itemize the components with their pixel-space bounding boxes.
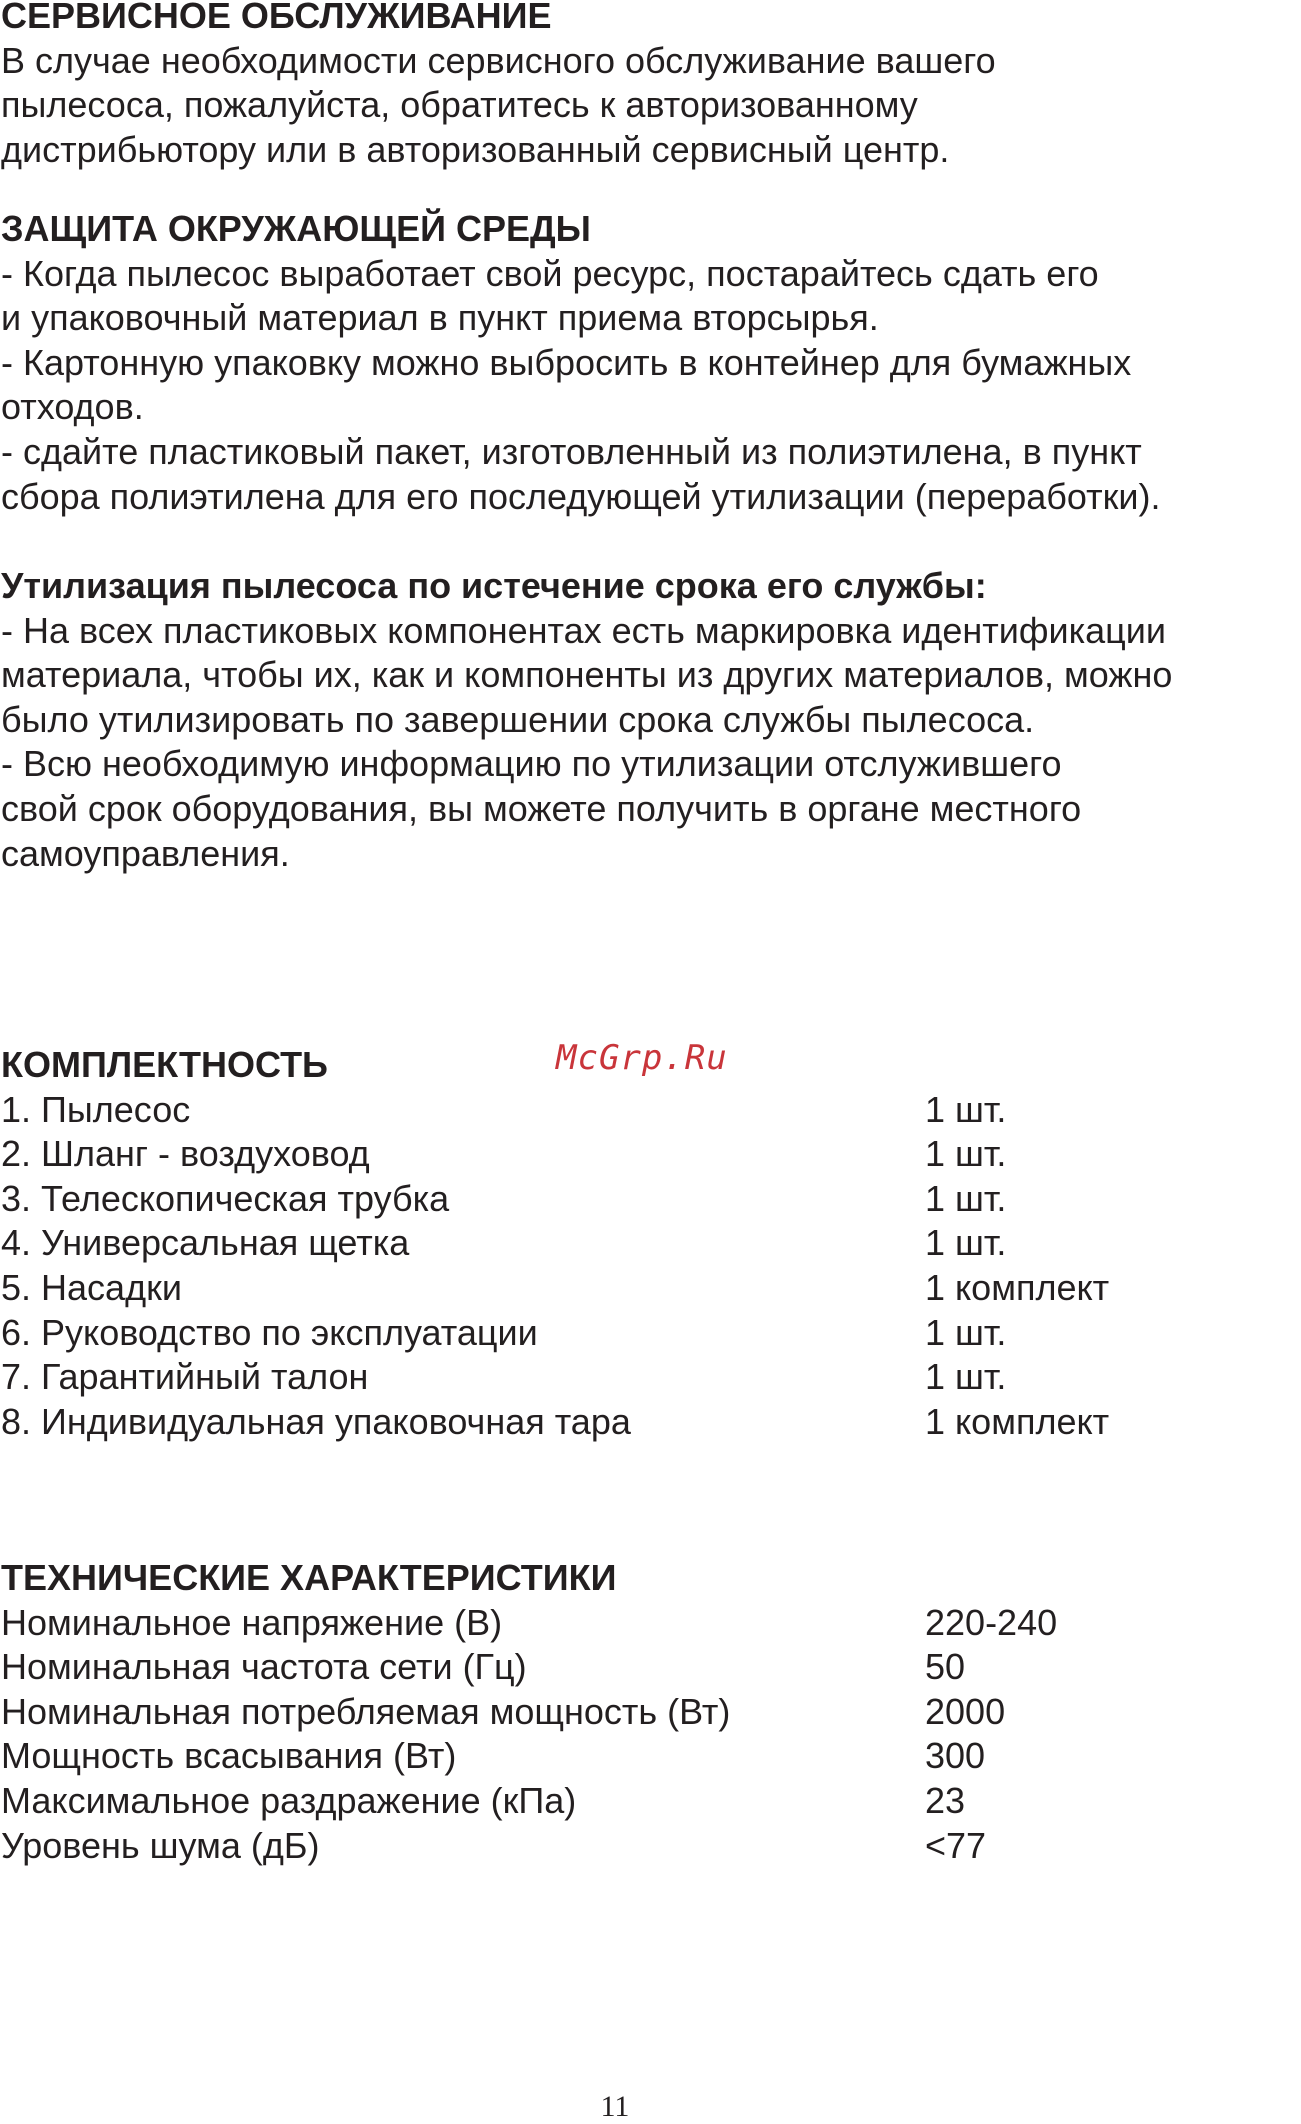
environment-line: - Картонную упаковку можно выбросить в контейнер для бумажных (1, 341, 1132, 383)
page-number: 11 (600, 2090, 630, 2123)
package-item-name: 5. Насадки (1, 1266, 182, 1308)
package-item (1, 1266, 1301, 1311)
spec-value: 50 (925, 1646, 966, 1688)
package-item-qty: 1 шт. (925, 1088, 1007, 1130)
package-item-name: 3. Телескопическая трубка (1, 1177, 450, 1219)
package-item-qty: 1 шт. (925, 1133, 1007, 1175)
spec-row (1, 1690, 1301, 1735)
disposal-section (1, 564, 1301, 876)
spec-value: <77 (925, 1824, 987, 1866)
package-heading: КОМПЛЕКТНОСТЬ (1, 1044, 328, 1085)
package-item-name: 4. Универсальная щетка (1, 1222, 410, 1264)
service-section (1, 0, 1301, 172)
disposal-line: - Всю необходимую информацию по утилизации отслужившего (1, 743, 1062, 785)
spec-value: 2000 (925, 1690, 1006, 1732)
environment-line: - сдайте пластиковый пакет, изготовленный из полиэтилена, в пункт (1, 430, 1142, 472)
service-line: В случае необходимости сервисного обслуживание вашего (1, 39, 996, 81)
service-heading: СЕРВИСНОЕ ОБСЛУЖИВАНИЕ (1, 0, 552, 36)
package-item (1, 1177, 1301, 1222)
package-item (1, 1400, 1301, 1445)
package-item-name: 7. Гарантийный талон (1, 1356, 369, 1398)
environment-line: сбора полиэтилена для его последующей утилизации (переработки). (1, 475, 1161, 517)
package-item-name: 1. Пылесос (1, 1088, 191, 1130)
spec-row (1, 1601, 1301, 1646)
specs-section (1, 1556, 1301, 1868)
disposal-heading: Утилизация пылесоса по истечение срока его службы: (1, 565, 987, 606)
service-line: дистрибьютору или в авторизованный сервисный центр. (1, 128, 950, 170)
package-item-name: 6. Руководство по эксплуатации (1, 1311, 538, 1353)
spec-name: Номинальная частота сети (Гц) (1, 1646, 527, 1688)
package-item-name: 8. Индивидуальная упаковочная тара (1, 1400, 631, 1442)
package-item-name: 2. Шланг - воздуховод (1, 1133, 370, 1175)
package-item-qty: 1 шт. (925, 1222, 1007, 1264)
package-item-qty: 1 комплект (925, 1266, 1110, 1308)
package-item-qty: 1 шт. (925, 1356, 1007, 1398)
spec-name: Номинальная потребляемая мощность (Вт) (1, 1690, 731, 1732)
environment-line: и упаковочный материал в пункт приема вторсырья. (1, 297, 879, 339)
spec-value: 220-240 (925, 1601, 1058, 1643)
disposal-line: материала, чтобы их, как и компоненты из других материалов, можно (1, 654, 1173, 696)
disposal-line: самоуправления. (1, 832, 290, 874)
spec-row (1, 1645, 1301, 1690)
service-line: пылесоса, пожалуйста, обратитесь к авторизованному (1, 84, 918, 126)
spec-name: Максимальное раздражение (кПа) (1, 1779, 577, 1821)
package-item (1, 1088, 1301, 1133)
spec-name: Уровень шума (дБ) (1, 1824, 320, 1866)
disposal-line: свой срок оборудования, вы можете получить в органе местного (1, 787, 1082, 829)
disposal-line: было утилизировать по завершении срока службы пылесоса. (1, 698, 1035, 740)
spec-row (1, 1734, 1301, 1779)
package-item-qty: 1 шт. (925, 1311, 1007, 1353)
spec-value: 300 (925, 1735, 986, 1777)
package-item-qty: 1 шт. (925, 1177, 1007, 1219)
spec-value: 23 (925, 1779, 966, 1821)
spec-row (1, 1779, 1301, 1824)
disposal-line: - На всех пластиковых компонентах есть маркировка идентификации (1, 609, 1166, 651)
package-item (1, 1355, 1301, 1400)
environment-heading: ЗАЩИТА ОКРУЖАЮЩЕЙ СРЕДЫ (1, 208, 591, 249)
watermark-text: McGrp.Ru (556, 1038, 728, 1078)
specs-heading: ТЕХНИЧЕСКИЕ ХАРАКТЕРИСТИКИ (1, 1557, 617, 1598)
spec-name: Мощность всасывания (Вт) (1, 1735, 457, 1777)
package-item (1, 1221, 1301, 1266)
package-item (1, 1311, 1301, 1356)
environment-section (1, 207, 1301, 519)
spec-name: Номинальное напряжение (В) (1, 1601, 503, 1643)
package-item-qty: 1 комплект (925, 1400, 1110, 1442)
environment-line: - Когда пылесос выработает свой ресурс, постарайтесь сдать его (1, 252, 1099, 294)
environment-line: отходов. (1, 386, 144, 428)
spec-row (1, 1824, 1301, 1869)
package-section (1, 1043, 1301, 1444)
package-item (1, 1132, 1301, 1177)
